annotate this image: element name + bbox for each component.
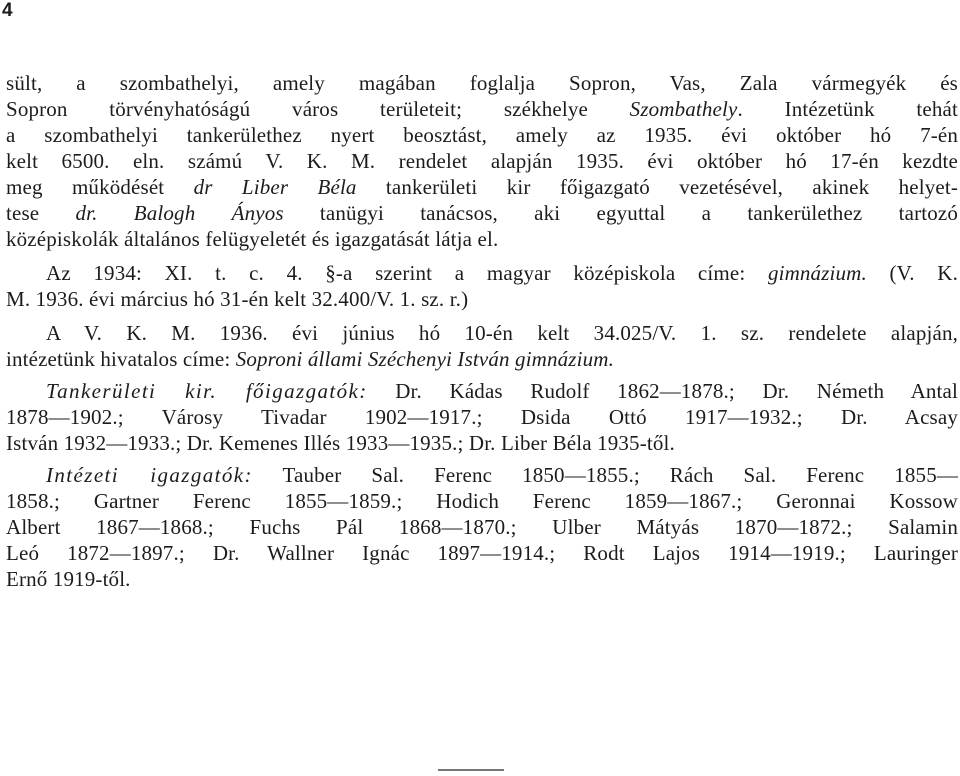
text-segment: Az 1934: XI. t. c. 4. §-a szerint a magyar középiskola címe: (46, 261, 768, 285)
page-number: 4 (2, 0, 13, 21)
text-segment: 1858.; Gartner Ferenc 1855—1859.; Hodich Ferenc 1859—1867.; Geronnai Kossow (6, 489, 958, 513)
text-segment: tanügyi tanácsos, aki egyuttal a tankerülethez tartozó (283, 201, 958, 225)
text-segment: Soproni állami Széchenyi István gimnázium. (235, 347, 614, 371)
text-line (46, 462, 958, 488)
text-segment: dr Liber Béla (193, 175, 357, 199)
text-segment: intézetünk hivatalos címe: (6, 347, 236, 371)
text-segment: Tankerületi kir. főigazgatók: (46, 379, 368, 403)
text-segment: 1878—1902.; Városy Tivadar 1902—1917.; Dsida Ottó 1917—1932.; Dr. Acsay (6, 405, 958, 429)
text-segment: gimnázium. (767, 261, 867, 285)
text-segment: Leó 1872—1897.; Dr. Wallner Ignác 1897—1914.; Rodt Lajos 1914—1919.; Lauringer (6, 541, 958, 565)
text-segment: Tauber Sal. Ferenc 1850—1855.; Rách Sal. Ferenc 1855— (252, 463, 958, 487)
text-line (6, 200, 958, 226)
text-line (6, 148, 958, 174)
text-line (6, 346, 958, 372)
text-segment: tese (6, 201, 76, 225)
text-line (6, 96, 958, 122)
text-segment: sült, a szombathelyi, amely magában foglalja Sopron, Vas, Zala vármegyék és (6, 71, 958, 95)
text-line (46, 260, 958, 286)
text-segment: Intézeti igazgatók: (46, 463, 253, 487)
text-segment: tankerületi kir főigazgató vezetésével, akinek helyet- (356, 175, 958, 199)
text-segment: meg működését (6, 175, 194, 199)
text-line (6, 174, 958, 200)
text-line (46, 378, 958, 404)
text-segment: A V. K. M. 1936. évi június hó 10-én kelt 34.025/V. 1. sz. rendelete alapján, (46, 321, 958, 345)
text-line (6, 514, 958, 540)
text-segment: Ernő 1919-től. (6, 567, 131, 591)
text-segment: István 1932—1933.; Dr. Kemenes Illés 1933—1935.; Dr. Liber Béla 1935-től. (6, 431, 675, 455)
text-segment: . Intézetünk tehát (737, 97, 958, 121)
text-segment: Dr. Kádas Rudolf 1862—1878.; Dr. Németh Antal (367, 379, 958, 403)
text-segment: a szombathelyi tankerülethez nyert beosztást, amely az 1935. évi október hó 7-én (6, 123, 958, 147)
text-segment: dr. Balogh Ányos (75, 201, 284, 225)
text-segment: középiskolák általános felügyeletét és igazgatását látja el. (6, 227, 499, 251)
text-line (6, 540, 958, 566)
text-line (46, 320, 958, 346)
text-line (6, 488, 958, 514)
text-line (6, 70, 958, 96)
text-segment: (V. K. (866, 261, 958, 285)
text-line (6, 122, 958, 148)
text-segment: M. 1936. évi március hó 31-én kelt 32.400/V. 1. sz. r.) (6, 287, 469, 311)
text-line (6, 286, 958, 312)
footer-rule (438, 769, 504, 771)
text-line (6, 430, 958, 456)
text-line (6, 404, 958, 430)
text-line (6, 226, 958, 252)
text-line (6, 566, 958, 592)
text-segment: Albert 1867—1868.; Fuchs Pál 1868—1870.; Ulber Mátyás 1870—1872.; Salamin (6, 515, 958, 539)
text-segment: Sopron törvényhatóságú város területeit; székhelye (6, 97, 630, 121)
text-segment: kelt 6500. eln. számú V. K. M. rendelet alapján 1935. évi október hó 17-én kezdte (6, 149, 958, 173)
text-segment: Szombathely (629, 97, 738, 121)
